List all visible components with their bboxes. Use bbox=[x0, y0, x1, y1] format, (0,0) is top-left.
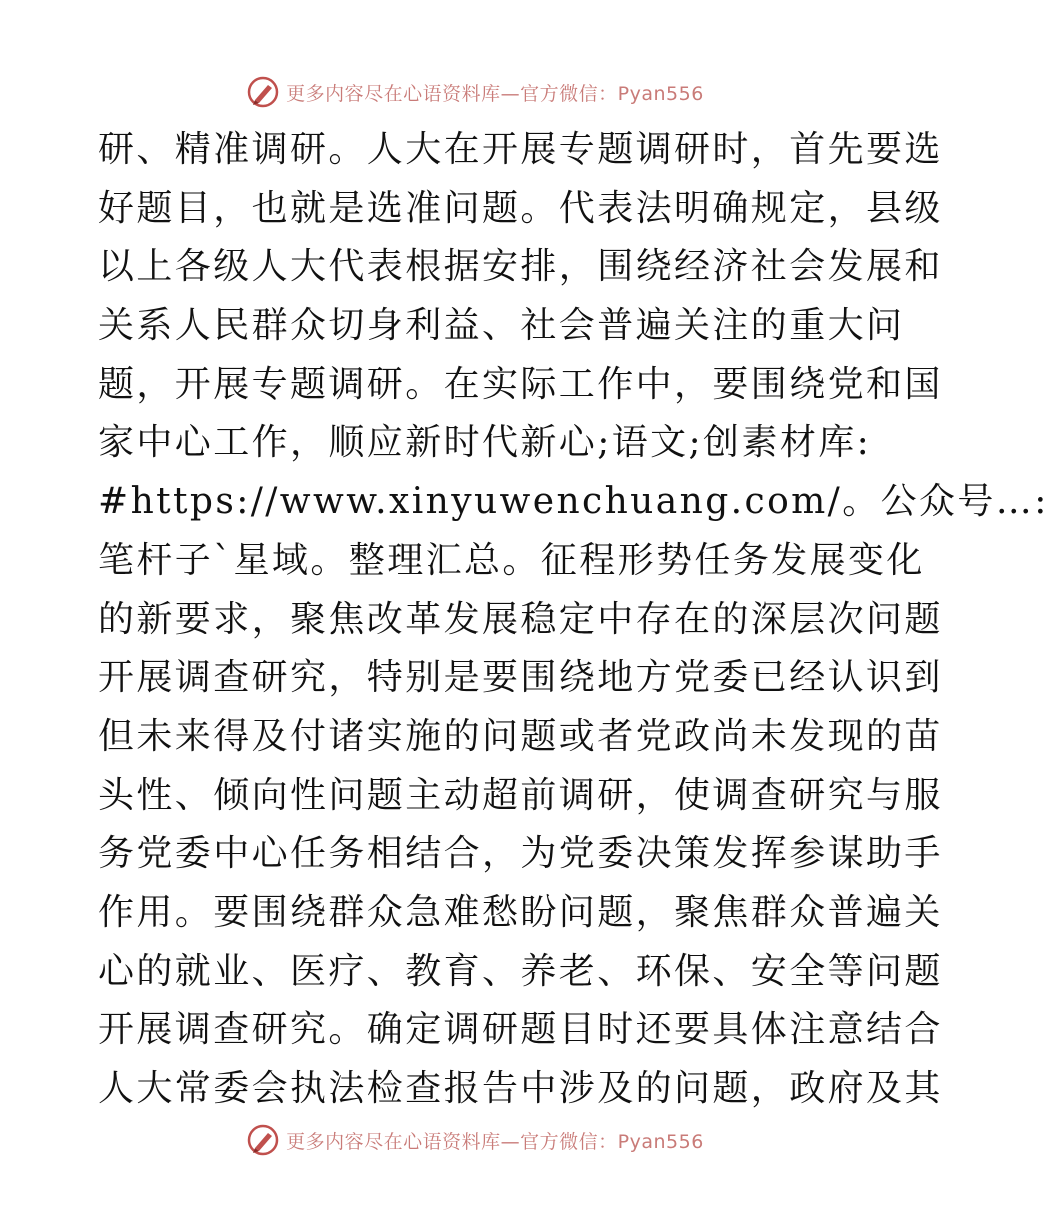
text-line: 研、精准调研。人大在开展专题调研时，首先要选 bbox=[98, 129, 943, 170]
footer-banner-text: 更多内容尽在心语资料库—官方微信：Pyan556 bbox=[286, 1130, 704, 1153]
text-line: 好题目，也就是选准问题。代表法明确规定，县级 bbox=[98, 187, 943, 229]
document-body bbox=[98, 121, 1049, 1119]
text-line: 头性、倾向性问题主动超前调研，使调查研究与服 bbox=[98, 774, 943, 816]
pen-logo-icon bbox=[246, 1123, 280, 1157]
text-line: 开展调查研究，特别是要围绕地方党委已经认识到 bbox=[98, 657, 943, 699]
footer-banner bbox=[0, 1120, 950, 1160]
text-line: 题，开展专题调研。在实际工作中，要围绕党和国 bbox=[98, 363, 943, 405]
header-banner bbox=[0, 72, 950, 112]
text-line: 的新要求，聚焦改革发展稳定中存在的深层次问题 bbox=[98, 598, 943, 640]
text-line: 务党委中心任务相结合，为党委决策发挥参谋助手 bbox=[98, 833, 943, 875]
text-line: 但未来得及付诸实施的问题或者党政尚未发现的苗 bbox=[98, 715, 943, 757]
header-banner-text: 更多内容尽在心语资料库—官方微信：Pyan556 bbox=[286, 82, 704, 105]
text-line: 笔杆子`星域。整理汇总。征程形势任务发展变化 bbox=[98, 539, 925, 581]
text-line: 关系人民群众切身利益、社会普遍关注的重大问 bbox=[98, 305, 905, 347]
pen-logo-icon bbox=[246, 75, 280, 109]
text-line: 开展调查研究。确定调研题目时还要具体注意结合 bbox=[98, 1009, 943, 1051]
text-line: 家中心工作，顺应新时代新心;语文;创素材库: bbox=[98, 422, 872, 464]
text-line: 作用。要围绕群众急难愁盼问题，聚焦群众普遍关 bbox=[98, 891, 943, 933]
text-line: 心的就业、医疗、教育、养老、环保、安全等问题 bbox=[98, 950, 943, 992]
text-line: 以上各级人大代表根据安排，围绕经济社会发展和 bbox=[98, 246, 943, 288]
text-line: 人大常委会执法检查报告中涉及的问题，政府及其 bbox=[98, 1068, 943, 1109]
text-line: #https://www.xinyuwenchuang.com/。公众号…: bbox=[98, 481, 1049, 523]
